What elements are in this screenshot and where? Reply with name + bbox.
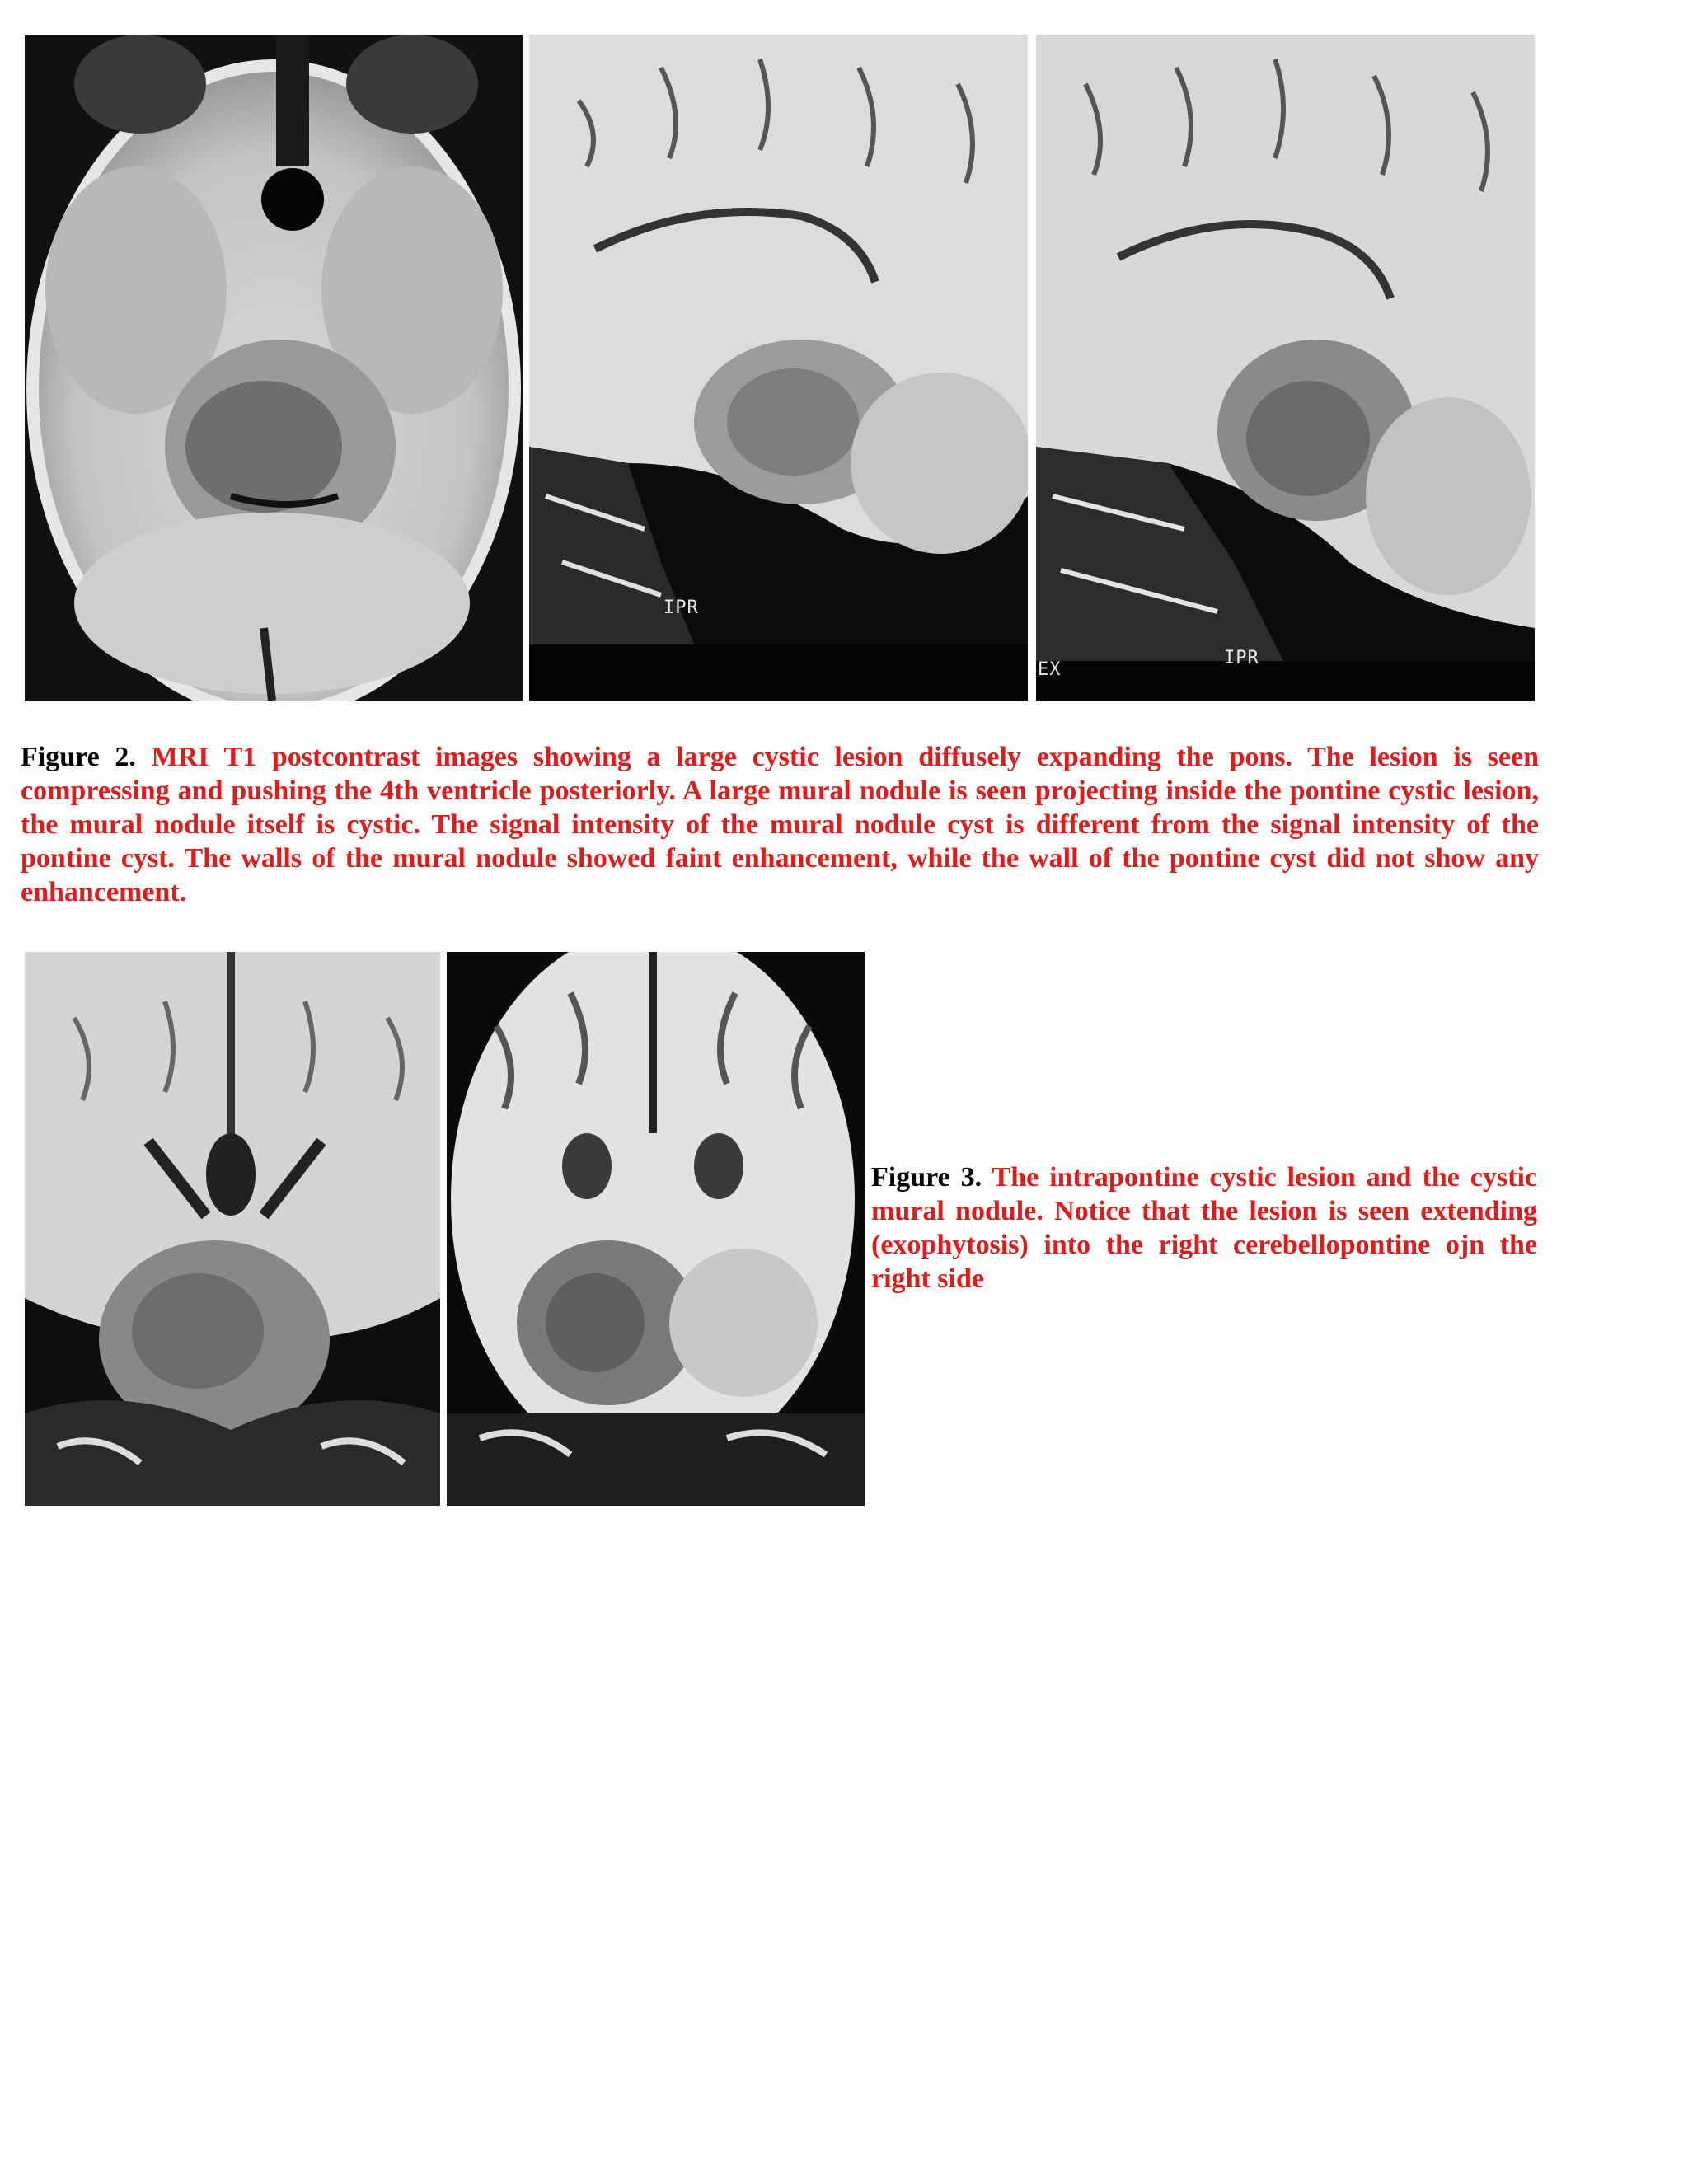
coronal-mri-drawing-1 bbox=[25, 952, 440, 1506]
sagittal-mri-drawing-1 bbox=[529, 35, 1028, 701]
figure2-caption-text: MRI T1 postcontrast images showing a large cystic lesion diffusely expanding the pons. The lesion is seen compressing and pushing the 4th ventricle posteriorly. A large mural nodule is seen projecting inside the pontine cystic lesion, the mural nodule itself is cystic. The signal intensity of the mural nodule cyst is different from the signal intensity of the pontine cyst. The walls of the mural nodule showed faint enhancement, while the wall of the pontine cyst did not show any enhancement. bbox=[21, 742, 1539, 907]
figure3-caption-lead: Figure 3. bbox=[871, 1162, 992, 1193]
axial-mri-drawing bbox=[25, 35, 523, 701]
fig2-sagittal-mri-image-1 bbox=[529, 35, 1028, 701]
fig2-panel2-label: IPR bbox=[663, 598, 699, 618]
fig2-panel3-label: IPR bbox=[1224, 648, 1259, 668]
fig3-coronal-mri-image-2 bbox=[447, 952, 865, 1506]
figure2-caption bbox=[21, 740, 1539, 909]
fig2-axial-mri-image bbox=[25, 35, 523, 701]
coronal-mri-drawing-2 bbox=[447, 952, 865, 1506]
fig2-panel3-corner-label: EX bbox=[1038, 659, 1062, 680]
sagittal-mri-drawing-2 bbox=[1036, 35, 1535, 701]
figure3-caption-text: The intrapontine cystic lesion and the cystic mural nodule. Notice that the lesion is seen extending (exophytosis) into the right cerebellopontine ojn the right side bbox=[871, 1162, 1537, 1294]
fig3-coronal-mri-image-1 bbox=[25, 952, 440, 1506]
fig2-sagittal-mri-image-2 bbox=[1036, 35, 1535, 701]
figure2-caption-lead: Figure 2. bbox=[21, 742, 152, 772]
figure3-caption bbox=[871, 1160, 1537, 1296]
